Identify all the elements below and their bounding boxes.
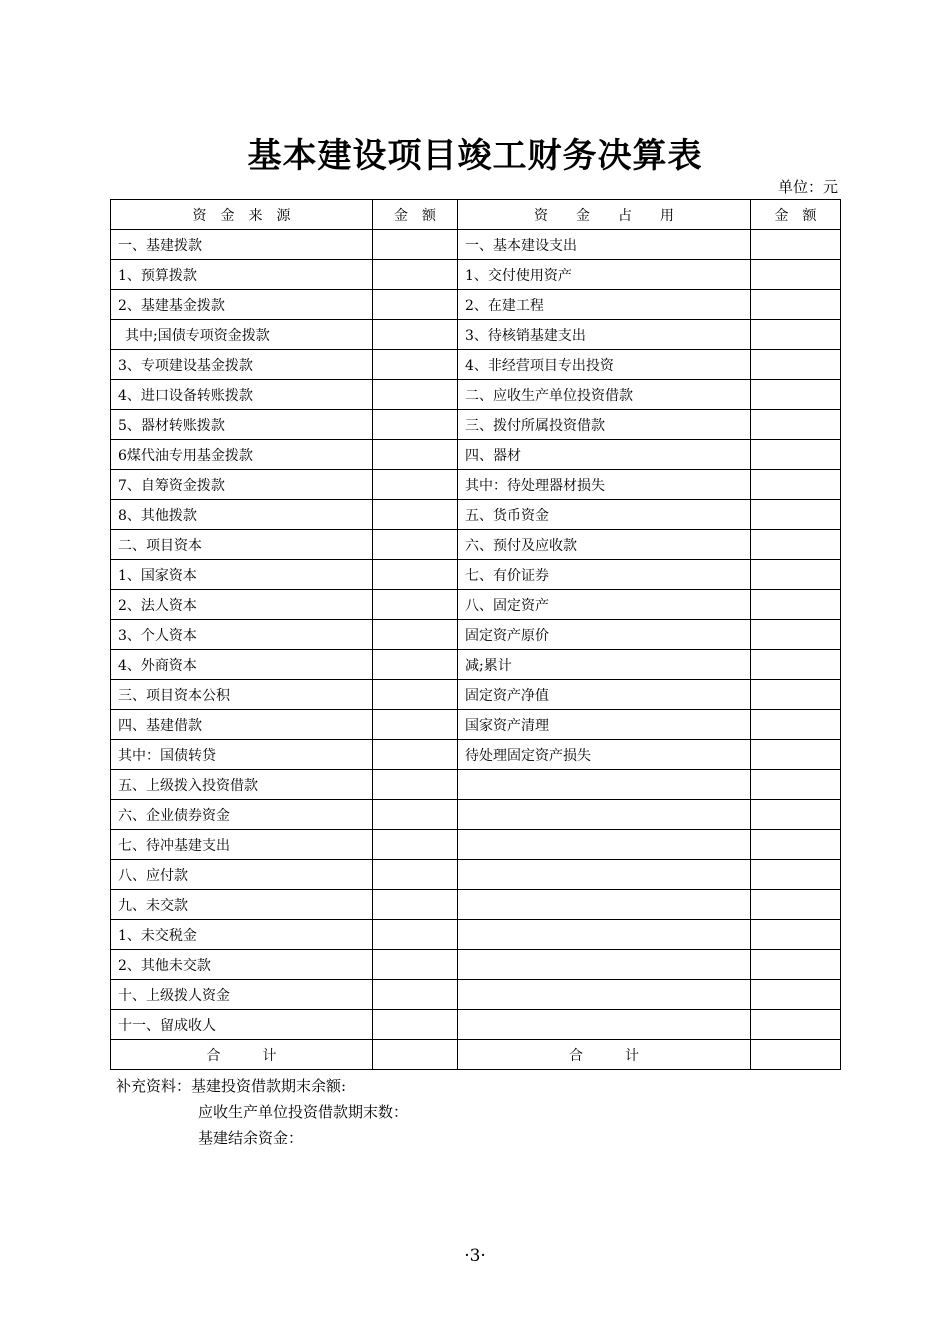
use-amount-cell[interactable] xyxy=(751,380,841,410)
table-row xyxy=(111,830,841,860)
table-row xyxy=(111,410,841,440)
table-row xyxy=(111,680,841,710)
total-label-right: 合 计 xyxy=(458,1040,751,1070)
table-row xyxy=(111,1010,841,1040)
use-amount-cell[interactable] xyxy=(751,320,841,350)
source-amount-cell[interactable] xyxy=(373,440,458,470)
use-amount-cell[interactable] xyxy=(751,950,841,980)
use-amount-cell[interactable] xyxy=(751,650,841,680)
use-amount-cell[interactable] xyxy=(751,920,841,950)
source-amount-cell[interactable] xyxy=(373,980,458,1010)
use-amount-cell[interactable] xyxy=(751,830,841,860)
source-amount-cell[interactable] xyxy=(373,740,458,770)
unit-label: 单位：元 xyxy=(777,178,838,196)
use-cell: 四、器材 xyxy=(458,440,751,470)
use-cell: 减;累计 xyxy=(458,650,751,680)
table-header-row xyxy=(111,200,841,230)
use-amount-cell[interactable] xyxy=(751,620,841,650)
source-amount-cell[interactable] xyxy=(373,830,458,860)
final-accounts-table xyxy=(110,199,841,1070)
note-line-3: 基建结余资金： xyxy=(198,1129,304,1147)
use-amount-cell[interactable] xyxy=(751,770,841,800)
source-cell: 1、国家资本 xyxy=(111,560,373,590)
table-row xyxy=(111,980,841,1010)
source-amount-cell[interactable] xyxy=(373,890,458,920)
table-row xyxy=(111,560,841,590)
table-row xyxy=(111,350,841,380)
table-row xyxy=(111,260,841,290)
use-cell xyxy=(458,980,751,1010)
use-cell xyxy=(458,890,751,920)
source-cell: 二、项目资本 xyxy=(111,530,373,560)
use-amount-cell[interactable] xyxy=(751,560,841,590)
table-row xyxy=(111,860,841,890)
table-row xyxy=(111,230,841,260)
source-amount-cell[interactable] xyxy=(373,320,458,350)
source-cell: 4、进口设备转账拨款 xyxy=(111,380,373,410)
use-amount-cell[interactable] xyxy=(751,290,841,320)
source-cell: 3、个人资本 xyxy=(111,620,373,650)
source-amount-cell[interactable] xyxy=(373,410,458,440)
source-cell: 3、专项建设基金拨款 xyxy=(111,350,373,380)
source-cell: 八、应付款 xyxy=(111,860,373,890)
source-cell: 十、上级拨人资金 xyxy=(111,980,373,1010)
note-line-1: 补充资料：基建投资借款期末余额: xyxy=(116,1077,347,1095)
use-cell: 国家资产清理 xyxy=(458,710,751,740)
use-amount-cell[interactable] xyxy=(751,680,841,710)
source-amount-cell[interactable] xyxy=(373,950,458,980)
total-row xyxy=(111,1040,841,1070)
use-amount-cell[interactable] xyxy=(751,740,841,770)
use-cell: 八、固定资产 xyxy=(458,590,751,620)
header-amount-left: 金 额 xyxy=(373,200,458,230)
use-cell: 固定资产净值 xyxy=(458,680,751,710)
use-amount-cell[interactable] xyxy=(751,500,841,530)
source-amount-cell[interactable] xyxy=(373,530,458,560)
use-amount-cell[interactable] xyxy=(751,410,841,440)
header-source: 资 金 来 源 xyxy=(111,200,373,230)
source-cell: 8、其他拨款 xyxy=(111,500,373,530)
source-cell: 5、器材转账拨款 xyxy=(111,410,373,440)
use-amount-cell[interactable] xyxy=(751,710,841,740)
use-cell xyxy=(458,860,751,890)
header-amount-right: 金 额 xyxy=(751,200,841,230)
source-cell: 1、预算拨款 xyxy=(111,260,373,290)
table-row xyxy=(111,620,841,650)
total-amount-right[interactable] xyxy=(751,1040,841,1070)
table-row xyxy=(111,500,841,530)
table-row xyxy=(111,950,841,980)
source-amount-cell[interactable] xyxy=(373,350,458,380)
source-amount-cell[interactable] xyxy=(373,560,458,590)
note-line-2: 应收生产单位投资借款期末数： xyxy=(198,1103,409,1121)
source-cell: 6煤代油专用基金拨款 xyxy=(111,440,373,470)
page-number: ·3· xyxy=(464,1246,486,1266)
table-row xyxy=(111,530,841,560)
source-amount-cell[interactable] xyxy=(373,860,458,890)
use-cell xyxy=(458,920,751,950)
use-cell: 其中：待处理器材损失 xyxy=(458,470,751,500)
use-cell: 4、非经营项目专出投资 xyxy=(458,350,751,380)
source-cell: 四、基建借款 xyxy=(111,710,373,740)
use-amount-cell[interactable] xyxy=(751,860,841,890)
source-amount-cell[interactable] xyxy=(373,470,458,500)
table-row xyxy=(111,740,841,770)
use-cell xyxy=(458,1010,751,1040)
source-amount-cell[interactable] xyxy=(373,260,458,290)
use-amount-cell[interactable] xyxy=(751,590,841,620)
table-row xyxy=(111,770,841,800)
source-cell: 六、企业债券资金 xyxy=(111,800,373,830)
source-cell: 4、外商资本 xyxy=(111,650,373,680)
use-cell: 2、在建工程 xyxy=(458,290,751,320)
source-amount-cell[interactable] xyxy=(373,770,458,800)
source-cell: 1、未交税金 xyxy=(111,920,373,950)
source-cell: 一、基建拨款 xyxy=(111,230,373,260)
source-amount-cell[interactable] xyxy=(373,380,458,410)
use-cell: 七、有价证券 xyxy=(458,560,751,590)
use-cell: 固定资产原价 xyxy=(458,620,751,650)
table-row xyxy=(111,440,841,470)
source-amount-cell[interactable] xyxy=(373,920,458,950)
source-cell: 五、上级拨入投资借款 xyxy=(111,770,373,800)
source-amount-cell[interactable] xyxy=(373,650,458,680)
use-cell: 三、拨付所属投资借款 xyxy=(458,410,751,440)
use-amount-cell[interactable] xyxy=(751,470,841,500)
total-label-left: 合 计 xyxy=(111,1040,373,1070)
table-row xyxy=(111,710,841,740)
use-cell: 六、预付及应收款 xyxy=(458,530,751,560)
use-amount-cell[interactable] xyxy=(751,230,841,260)
use-cell: 待处理固定资产损失 xyxy=(458,740,751,770)
source-amount-cell[interactable] xyxy=(373,500,458,530)
source-amount-cell[interactable] xyxy=(373,290,458,320)
source-amount-cell[interactable] xyxy=(373,710,458,740)
page-title: 基本建设项目竣工财务决算表 xyxy=(247,136,703,176)
header-use: 资 金 占 用 xyxy=(458,200,751,230)
table-row xyxy=(111,590,841,620)
source-amount-cell[interactable] xyxy=(373,590,458,620)
use-amount-cell[interactable] xyxy=(751,890,841,920)
table-row xyxy=(111,320,841,350)
source-cell: 2、其他未交款 xyxy=(111,950,373,980)
use-cell xyxy=(458,770,751,800)
source-cell: 2、法人资本 xyxy=(111,590,373,620)
source-cell: 其中：国债转贷 xyxy=(111,740,373,770)
source-cell: 2、基建基金拨款 xyxy=(111,290,373,320)
use-amount-cell[interactable] xyxy=(751,800,841,830)
source-amount-cell[interactable] xyxy=(373,800,458,830)
source-cell: 十一、留成收人 xyxy=(111,1010,373,1040)
use-cell: 1、交付使用资产 xyxy=(458,260,751,290)
table-row xyxy=(111,470,841,500)
use-cell: 二、应收生产单位投资借款 xyxy=(458,380,751,410)
table-row xyxy=(111,290,841,320)
source-cell: 三、项目资本公积 xyxy=(111,680,373,710)
use-amount-cell[interactable] xyxy=(751,1010,841,1040)
source-cell: 其中;国债专项资金拨款 xyxy=(111,320,373,350)
source-cell: 7、自筹资金拨款 xyxy=(111,470,373,500)
source-amount-cell[interactable] xyxy=(373,620,458,650)
table-row xyxy=(111,380,841,410)
table-row xyxy=(111,920,841,950)
table-row xyxy=(111,650,841,680)
source-amount-cell[interactable] xyxy=(373,1010,458,1040)
source-cell: 九、未交款 xyxy=(111,890,373,920)
use-cell: 3、待核销基建支出 xyxy=(458,320,751,350)
use-amount-cell[interactable] xyxy=(751,530,841,560)
use-amount-cell[interactable] xyxy=(751,440,841,470)
use-cell xyxy=(458,950,751,980)
use-cell xyxy=(458,830,751,860)
use-amount-cell[interactable] xyxy=(751,260,841,290)
supplementary-notes xyxy=(116,1073,408,1151)
table-row xyxy=(111,890,841,920)
source-cell: 七、待冲基建支出 xyxy=(111,830,373,860)
use-amount-cell[interactable] xyxy=(751,980,841,1010)
source-amount-cell[interactable] xyxy=(373,230,458,260)
table-row xyxy=(111,800,841,830)
source-amount-cell[interactable] xyxy=(373,680,458,710)
use-cell: 五、货币资金 xyxy=(458,500,751,530)
total-amount-left[interactable] xyxy=(373,1040,458,1070)
use-cell xyxy=(458,800,751,830)
use-amount-cell[interactable] xyxy=(751,350,841,380)
use-cell: 一、基本建设支出 xyxy=(458,230,751,260)
